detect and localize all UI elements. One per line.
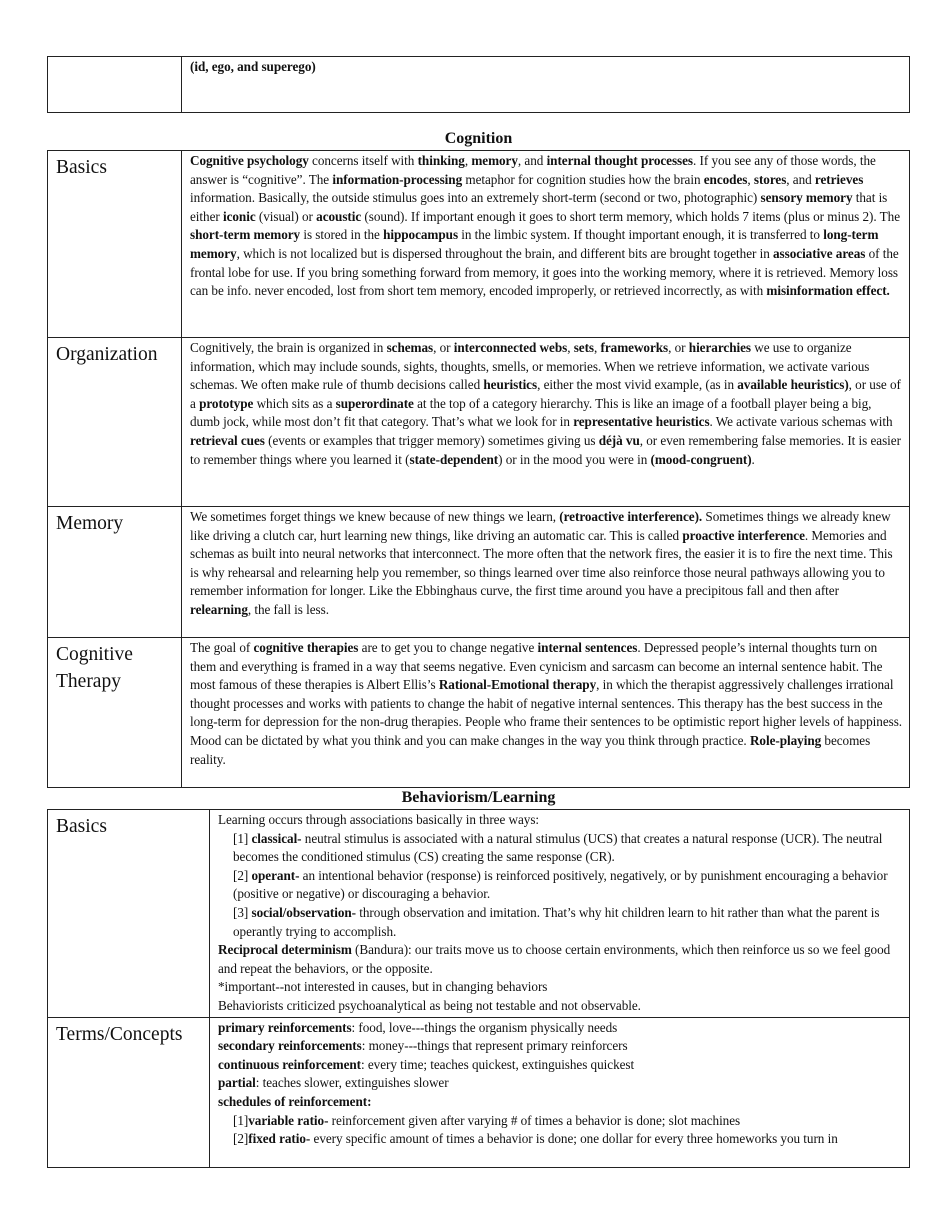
paragraph: Learning occurs through associations basically in three ways:: [218, 812, 540, 827]
bold-term: primary reinforcements: [218, 1019, 352, 1035]
row-label: Basics: [48, 810, 210, 1018]
bold-term: information-processing: [332, 171, 463, 187]
bold-term: hierarchies: [688, 340, 751, 355]
paragraph: Behaviorists criticized psychoanalytical as being not testable and not observable.: [218, 997, 641, 1013]
paragraph: *important--not interested in causes, but in changing behaviors: [218, 979, 548, 995]
bold-term: acoustic: [316, 208, 362, 224]
bold-term: retrieval cues: [190, 432, 265, 448]
paragraph: Cognitively, the brain is organized in schemas, or interconnected webs, sets, frameworks, or hierarchies we use to organize information, which may include sounds, sights, thoughts, smells, or memories. When we retrieve information, we activate various schemas. We often make rule of thumb decisions called heuristics, either the most vivid example, (as in available heuristics), or use of a prototype which sits as a superordinate at the top of a category hierarchy. This is like an image of a football player being a big, dumb jock, while most don’t fit that category. That’s what we look for in representative heuristics. We activate various schemas with retrieval cues (events or examples that trigger memory) sometimes giving us déjà vu, or even remembering false memories. It is easier to remember things where you learned it (state-dependent) or in the mood you were in (mood-congruent).: [190, 340, 901, 467]
bold-term: iconic: [222, 208, 256, 224]
bold-term: short-term memory: [190, 227, 301, 243]
bold-term: sets: [573, 340, 595, 355]
bold-term: continuous reinforcement: [218, 1056, 361, 1072]
bold-term: thinking: [417, 153, 465, 168]
behaviorism-table: [47, 809, 910, 1168]
paragraph: [3] social/observation- through observation and imitation. That’s why hit children learn to hit rather than what the parent is operantly trying to accomplish.: [233, 904, 880, 939]
bold-term: operant-: [251, 867, 300, 883]
table-row: [48, 338, 910, 507]
bold-term: interconnected webs: [453, 340, 568, 355]
paragraph: Reciprocal determinism (Bandura): our traits move us to choose certain environments, which then reinforce us so we feel good and repeat the behaviors, or the opposite.: [218, 942, 891, 976]
bold-term: prototype: [199, 395, 254, 411]
bold-term: retrieves: [814, 171, 864, 187]
paragraph: [2] operant- an intentional behavior (response) is reinforced positively, negatively, or by punishment encouraging a behavior (positive or negative) or discouraging a behavior.: [233, 867, 888, 902]
bold-term: available heuristics): [737, 377, 849, 393]
row-label: Terms/Concepts: [48, 1017, 210, 1167]
bold-term: Rational-Emotional therapy: [438, 677, 597, 693]
bold-term: schedules of reinforcement:: [218, 1093, 372, 1109]
paragraph: Cognitive psychology concerns itself with thinking, memory, and internal thought processes. If you see any of those words, the answer is “cognitive”. The information-processing metaphor for cognition studies how the brain encodes, stores, and retrieves information. Basically, the outside stimulus goes into an extremely short-term (second or two, photographic) sensory memory that is either iconic (visual) or acoustic (sound). If important enough it goes to short term memory, which holds 7 items (plus or minus 2). The short-term memory is stored in the hippocampus in the limbic system. If thought important enough, it is transferred to long-term memory, which is not localized but is dispersed throughout the brain, and different bits are brought together in associative areas of the frontal lobe for use. If you bring something forward from memory, it goes into the working memory, where it is retrieved. Memory loss can be info. never encoded, lost from short tem memory, encoded improperly, or retrieved incorrectly, as with misinformation effect.: [190, 153, 901, 299]
paragraph: [1] classical- neutral stimulus is associated with a natural stimulus (UCS) that creates a natural response (UCR). The neutral becomes the conditioned stimulus (CS) creating the same response (CR).: [233, 830, 883, 865]
bold-term: long-term memory: [190, 227, 879, 261]
paragraph: secondary reinforcements: money---things that represent primary reinforcers: [218, 1038, 628, 1054]
paragraph: The goal of cognitive therapies are to get you to change negative internal sentences. Depressed people’s internal thoughts turn on them and everything is framed in a way that seems negative. Even cynicism and sarcasm can become an internal sentence habit. The most famous of these therapies is Albert Ellis’s Rational-Emotional therapy, in which the therapist aggressively challenges irrational thought processes and works with patients to change the habit of negative internal sentences. This therapy has the best success in the long-term for depression for the non-drug therapies. People who frame their sentences to be optimistic report higher levels of happiness. Mood can be dictated by what you think and you can make changes in the way you think through practice. Role-playing becomes reality.: [190, 640, 903, 767]
row-label: Cognitive Therapy: [48, 638, 182, 788]
bold-term: heuristics: [483, 377, 538, 393]
bold-term: internal sentences: [537, 640, 638, 655]
bold-term: fixed ratio-: [248, 1131, 311, 1147]
bold-term: Role-playing: [749, 732, 822, 748]
bold-term: misinformation effect.: [766, 283, 890, 299]
row-content: [182, 151, 910, 338]
row-label: Memory: [48, 507, 182, 638]
row-label: Basics: [48, 151, 182, 338]
bold-term: schemas: [386, 340, 434, 355]
cognition-table: [47, 150, 910, 788]
paragraph: primary reinforcements: food, love---things the organism physically needs: [218, 1019, 618, 1035]
paragraph: continuous reinforcement: every time; teaches quickest, extinguishes quickest: [218, 1056, 635, 1072]
bold-term: Cognitive psychology: [190, 153, 309, 168]
paragraph: partial: teaches slower, extinguishes slower: [218, 1075, 449, 1091]
table-row: [48, 810, 910, 1018]
row-label: Organization: [48, 338, 182, 507]
table-row: [48, 638, 910, 788]
bold-term: Reciprocal determinism: [218, 942, 352, 958]
bold-term: (mood-congruent): [650, 451, 752, 467]
table-row: [48, 507, 910, 638]
bold-term: relearning: [190, 601, 248, 617]
table-row: [48, 151, 910, 338]
bold-term: superordinate: [335, 395, 414, 411]
bold-term: cognitive therapies: [253, 640, 359, 655]
paragraph: We sometimes forget things we knew because of new things we learn, (retroactive interference). Sometimes things we already knew like driving a clutch car, hurt learning new things, like driving an automatic car. This is called proactive interference. Memories and schemas as built into neural networks that interconnect. The more often that the network fires, the easier it is to fire the next time. This is why rehearsal and relearning help you remember, so things learned over time also reinforce those neural pathways allowing you to remember information for longer. Like the Ebbinghaus curve, the first time around you have a precipitous fall and then after relearning, the fall is less.: [190, 509, 893, 617]
top-table-content-cell: [182, 57, 910, 113]
bold-term: déjà vu: [598, 432, 640, 448]
bold-term: encodes: [703, 171, 748, 187]
bold-term: partial: [218, 1075, 256, 1091]
bold-term: state-dependent: [409, 451, 499, 467]
bold-term: proactive interference: [682, 527, 805, 543]
bold-term: classical-: [251, 830, 302, 846]
bold-term: social/observation-: [251, 904, 357, 920]
paragraph: [2]fixed ratio- every specific amount of times a behavior is done; one dollar for every three homeworks you turn in: [233, 1131, 838, 1147]
bold-term: stores: [753, 171, 787, 187]
bold-term: variable ratio-: [248, 1112, 329, 1128]
row-content: [182, 638, 910, 788]
paragraph: [218, 1093, 903, 1112]
top-table: [47, 56, 910, 113]
bold-term: frameworks: [600, 340, 669, 355]
row-content: [210, 1017, 910, 1167]
bold-term: hippocampus: [383, 227, 459, 243]
paragraph: [1]variable ratio- reinforcement given after varying # of times a behavior is done; slot machines: [233, 1112, 741, 1128]
row-content: [210, 810, 910, 1018]
row-content: [182, 338, 910, 507]
bold-term: sensory memory: [760, 190, 853, 206]
bold-term: internal thought processes: [546, 153, 694, 168]
bold-term: secondary reinforcements: [218, 1038, 362, 1054]
row-content: [182, 507, 910, 638]
top-table-text: (id, ego, and superego): [190, 59, 316, 74]
bold-term: representative heuristics: [573, 414, 710, 430]
top-table-label-cell: [48, 57, 182, 113]
bold-term: (retroactive interference).: [559, 509, 703, 524]
bold-term: memory: [471, 153, 518, 168]
bold-term: associative areas: [773, 245, 866, 261]
table-row: [48, 1017, 910, 1167]
behaviorism-heading: Behaviorism/Learning: [401, 789, 556, 806]
cognition-heading: Cognition: [444, 130, 513, 147]
